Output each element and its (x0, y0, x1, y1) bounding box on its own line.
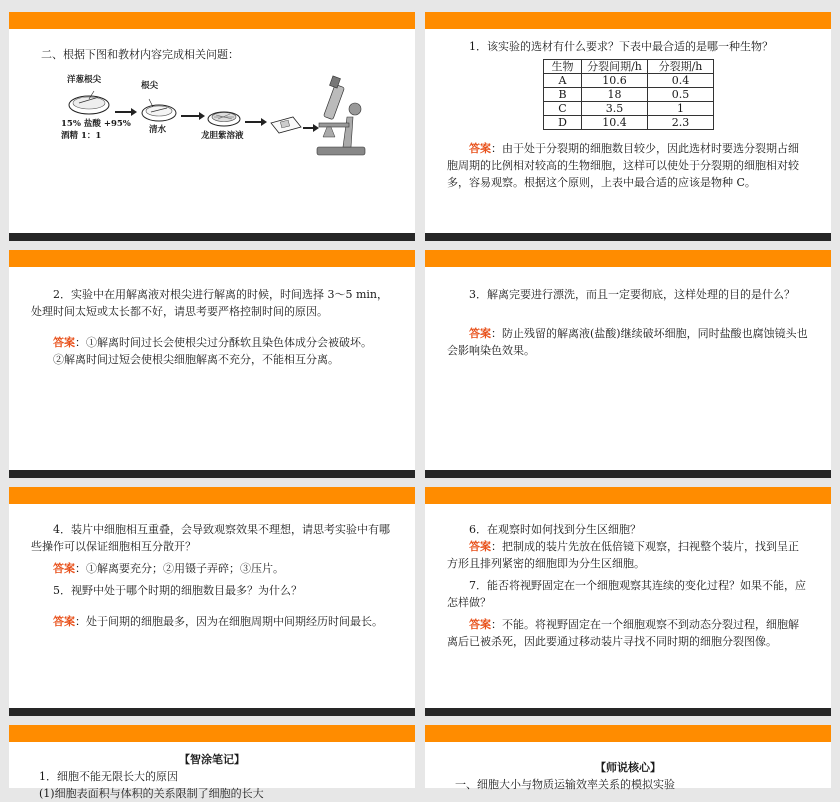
rinse-dish-icon (142, 105, 176, 121)
label-stain: 龙胆紫溶液 (201, 131, 244, 141)
table-cell: A (544, 74, 582, 88)
table-row (544, 102, 714, 116)
slide-question-1 (425, 12, 831, 241)
answer-7 (447, 616, 809, 650)
answer-2-part-2: ②解离时间过短会使根尖细胞解离不充分，不能相互分离。 (53, 353, 339, 366)
slide-header-bar (9, 12, 415, 29)
answer-4 (31, 560, 393, 577)
slide-footer-bar (9, 708, 415, 716)
slide-footer-bar (9, 470, 415, 478)
table-cell: 10.6 (582, 74, 648, 88)
table-cell: 1 (648, 102, 714, 116)
core-line: 一、细胞大小与物质运输效率关系的模拟实验 (455, 778, 675, 791)
slide-core-points (425, 725, 831, 791)
question-7: 7．能否将视野固定在一个细胞观察其连续的变化过程？如果不能，应怎样做？ (447, 579, 806, 609)
table-row (544, 88, 714, 102)
slide-header-bar (425, 725, 831, 742)
table-cell: 3.5 (582, 102, 648, 116)
answer-label: 答案 (469, 327, 491, 340)
slide-footer-bar (425, 233, 831, 241)
answer-text: ：不能。将视野固定在一个细胞观察不到动态分裂过程，细胞解离后已被杀死，因此要通过移动装片寻找不同时期的细胞分裂图像。 (447, 618, 799, 648)
slide-questions-4-5 (9, 487, 415, 716)
table-cell: 2.3 (648, 116, 714, 130)
answer-5 (31, 613, 393, 630)
notes-line: (1)细胞表面积与体积的关系限制了细胞的长大 (39, 787, 264, 800)
table-cell: 0.5 (648, 88, 714, 102)
table-header: 生物 (544, 60, 582, 74)
table-cell: B (544, 88, 582, 102)
slide-header-bar (9, 487, 415, 504)
slide-header-bar (425, 250, 831, 267)
slide-question-3 (425, 250, 831, 478)
notes-heading: 【智涂笔记】 (179, 753, 245, 766)
answer-label: 答案 (469, 618, 491, 631)
question-4: 4．装片中细胞相互重叠，会导致观察效果不理想，请思考实验中有哪些操作可以保证细胞相互分散开？ (31, 523, 390, 553)
section-title: 二、根据下图和教材内容完成相关问题： (41, 48, 239, 61)
answer-2-part-1 (31, 334, 393, 351)
answer-text: ：由于处于分裂期的细胞数目较少，因此选材时要选分裂期占细胞周期的比例相对较高的生物细胞，这样可以使处于分裂期的细胞相对较多，容易观察。根据这个原则，上表中最合适的应该是物种 C。 (447, 142, 799, 189)
notes-line: 1．细胞不能无限长大的原因 (39, 770, 178, 783)
slide-experiment-diagram (9, 12, 415, 241)
label-water: 清水 (149, 125, 167, 135)
table-cell: D (544, 116, 582, 130)
answer-label: 答案 (469, 142, 491, 155)
microscope-icon (317, 76, 365, 155)
slide-header-bar (9, 725, 415, 742)
question-5: 5．视野中处于哪个时期的细胞数目最多？为什么？ (53, 584, 302, 597)
slide-footer-bar (9, 233, 415, 241)
core-heading: 【师说核心】 (595, 761, 661, 774)
question-6: 6．在观察时如何找到分生区细胞？ (469, 523, 641, 536)
slide-header-bar (425, 12, 831, 29)
question-1: 1．该实验的选材有什么要求？下表中最合适的是哪一种生物？ (469, 40, 773, 53)
answer-text: ：处于间期的细胞最多，因为在细胞周期中间期经历时间最长。 (75, 615, 383, 628)
label-root-tip: 根尖 (141, 81, 159, 91)
cell-cycle-table (543, 59, 714, 130)
glass-slide-icon (271, 117, 301, 133)
table-cell: C (544, 102, 582, 116)
answer-text: ：①解离要充分；②用镊子弄碎；③压片。 (75, 562, 284, 575)
table-header: 分裂间期/h (582, 60, 648, 74)
table-row (544, 74, 714, 88)
answer-label: 答案 (469, 540, 491, 553)
answer-6 (447, 538, 809, 572)
answer-label: 答案 (53, 336, 75, 349)
answer-text: ：①解离时间过长会使根尖过分酥软且染色体成分会被破坏。 (75, 336, 372, 349)
table-header: 分裂期/h (648, 60, 714, 74)
label-hcl: 15% 盐酸 +95% (61, 119, 131, 129)
table-header-row (544, 60, 714, 74)
slide-notes (9, 725, 415, 800)
answer-text: ：防止残留的解离液(盐酸)继续破坏细胞，同时盐酸也腐蚀镜头也会影响染色效果。 (447, 327, 808, 357)
slide-questions-6-7 (425, 487, 831, 716)
answer-1 (447, 140, 809, 191)
answer-text: ：把制成的装片先放在低倍镜下观察，扫视整个装片，找到呈正方形且排列紧密的细胞即为分生区细胞。 (447, 540, 799, 570)
slide-header-bar (425, 487, 831, 504)
experiment-diagram (31, 67, 393, 157)
question-3: 3．解离完要进行漂洗，而且一定要彻底，这样处理的目的是什么？ (469, 288, 795, 301)
stain-dish-icon (208, 112, 240, 126)
slide-question-2 (9, 250, 415, 478)
slide-footer-bar (425, 708, 831, 716)
label-alcohol: 酒精 1：1 (61, 131, 102, 141)
label-onion-root: 洋葱根尖 (67, 75, 102, 85)
table-cell: 10.4 (582, 116, 648, 130)
table-cell: 18 (582, 88, 648, 102)
question-2: 2．实验中在用解离液对根尖进行解离的时候，时间选择 3～5 min，处理时间太短或太长都不好，请思考要严格控制时间的原因。 (31, 288, 389, 318)
answer-label: 答案 (53, 562, 75, 575)
answer-3 (447, 325, 809, 359)
slide-footer-bar (425, 470, 831, 478)
table-cell: 0.4 (648, 74, 714, 88)
slide-header-bar (9, 250, 415, 267)
answer-label: 答案 (53, 615, 75, 628)
table-row (544, 116, 714, 130)
